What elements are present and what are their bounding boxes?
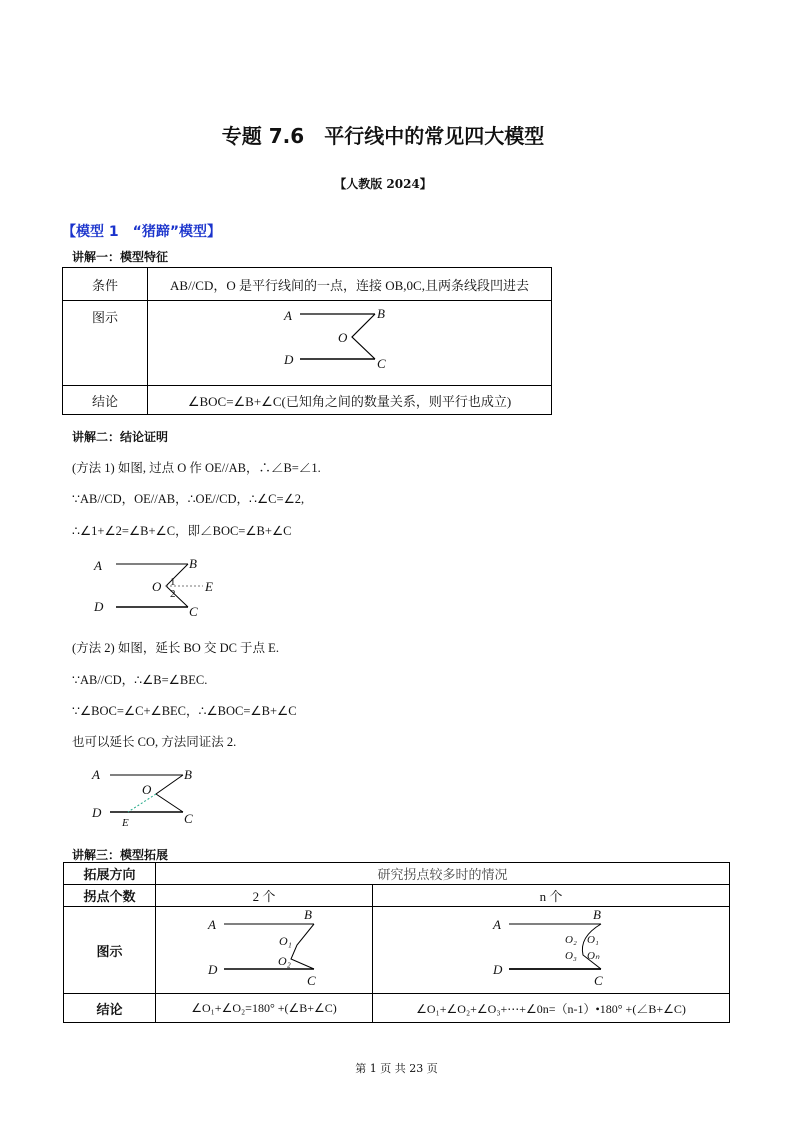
model-feature-table — [62, 267, 552, 415]
svg-text:O₂: O₂ — [278, 954, 291, 968]
cell-label: 图示 — [63, 301, 148, 386]
cell-label: 拓展方向 — [64, 863, 156, 885]
svg-text:A: A — [208, 917, 216, 932]
svg-text:B: B — [184, 767, 192, 782]
n-turn-diagram — [491, 907, 611, 989]
svg-text:A: A — [493, 917, 501, 932]
svg-text:D: D — [283, 352, 293, 367]
svg-text:B: B — [593, 907, 601, 922]
model-heading: 【模型 1 “猪蹄”模型】 — [62, 224, 222, 240]
proof-line: 也可以延长 CO, 方法同证法 2. — [72, 735, 237, 749]
svg-text:O: O — [152, 579, 162, 594]
svg-text:C: C — [307, 973, 316, 988]
svg-text:O₁: O₁ — [587, 934, 599, 946]
svg-text:O: O — [142, 782, 152, 797]
proof-line: (方法 2) 如图，延长 BO 交 DC 于点 E. — [72, 641, 279, 655]
svg-text:C: C — [376, 356, 386, 371]
proof-line: ∵∠BOC=∠C+∠BEC，∴∠BOC=∠B+∠C — [72, 704, 297, 718]
method1-diagram — [88, 552, 218, 622]
cell-conclusion: ∠BOC=∠B+∠C(已知角之间的数量关系，则平行也成立) — [148, 386, 552, 415]
section1-heading: 讲解一：模型特征 — [72, 250, 169, 264]
section2-heading: 讲解二：结论证明 — [72, 430, 169, 444]
svg-text:Oₙ: Oₙ — [587, 950, 600, 962]
cell-n-points: n 个 — [373, 885, 730, 907]
svg-text:E: E — [205, 579, 213, 594]
svg-text:B: B — [189, 556, 197, 571]
cell-label: 拐点个数 — [64, 885, 156, 907]
svg-text:1: 1 — [170, 576, 176, 588]
proof-line: ∵AB//CD，OE//AB，∴OE//CD，∴∠C=∠2, — [72, 492, 305, 506]
svg-text:2: 2 — [170, 588, 176, 600]
page-footer: 第 1 页 共 23 页 — [355, 1062, 438, 1075]
edition-label: 【人教版 2024】 — [334, 177, 432, 191]
cell-conclusion-n: ∠O₁+∠O₂+∠O₃+⋯+∠0n=（n-1）•180° +(∠B+∠C) — [373, 994, 730, 1023]
model-extension-table — [63, 862, 730, 1023]
svg-text:O: O — [337, 330, 347, 345]
page-title: 专题 7.6 平行线中的常见四大模型 — [221, 124, 545, 148]
proof-line: ∵AB//CD，∴∠B=∠BEC. — [72, 673, 208, 687]
section3-heading: 讲解三：模型拓展 — [72, 848, 169, 862]
svg-text:D: D — [92, 805, 102, 820]
svg-text:D: D — [94, 599, 104, 614]
svg-text:A: A — [283, 308, 292, 323]
pig-foot-diagram — [280, 301, 420, 381]
cell-label: 条件 — [63, 268, 148, 301]
proof-line: (方法 1) 如图, 过点 O 作 OE//AB，∴∠B=∠1. — [72, 461, 321, 475]
svg-text:B: B — [304, 907, 312, 922]
svg-text:O₁: O₁ — [279, 934, 292, 948]
svg-text:O₃: O₃ — [565, 950, 577, 962]
cell-label: 图示 — [64, 907, 156, 994]
svg-text:A: A — [92, 767, 100, 782]
cell-conclusion-two: ∠O₁+∠O₂=180° +(∠B+∠C) — [156, 994, 373, 1023]
svg-text:D: D — [208, 962, 218, 977]
cell-figure-two — [156, 907, 373, 994]
cell-two-points: 2 个 — [156, 885, 373, 907]
cell-label: 结论 — [63, 386, 148, 415]
cell-figure-n — [373, 907, 730, 994]
method2-diagram — [88, 762, 208, 834]
proof-line: ∴∠1+∠2=∠B+∠C，即∠BOC=∠B+∠C — [72, 524, 292, 538]
svg-text:O₂: O₂ — [565, 934, 577, 946]
svg-text:D: D — [493, 962, 503, 977]
svg-text:C: C — [594, 973, 603, 988]
svg-text:B: B — [376, 306, 385, 321]
cell-direction: 研究拐点较多时的情况 — [156, 863, 730, 885]
svg-text:C: C — [184, 811, 193, 826]
two-turn-diagram — [204, 907, 324, 989]
cell-condition: AB//CD，O 是平行线间的一点，连接 OB,0C,且两条线段凹进去 — [148, 268, 552, 301]
svg-text:A: A — [94, 558, 102, 573]
cell-figure — [148, 301, 552, 386]
svg-text:C: C — [189, 604, 198, 619]
svg-text:E: E — [122, 817, 129, 829]
cell-label: 结论 — [64, 994, 156, 1023]
